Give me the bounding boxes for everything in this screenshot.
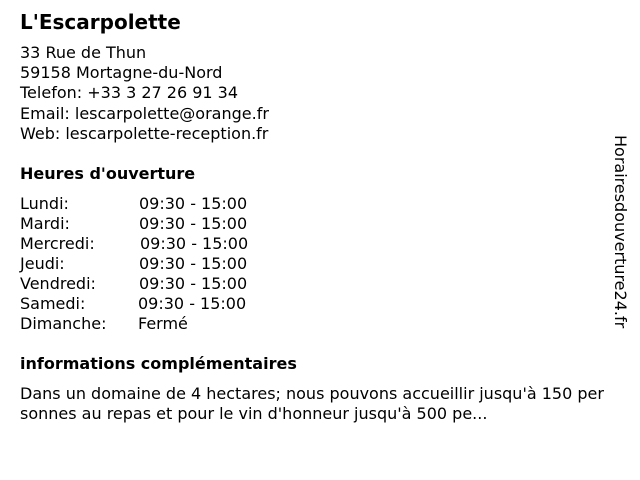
day-label: Lundi:: [20, 194, 69, 213]
day-label: Samedi:: [20, 294, 86, 313]
city-address: 59158 Mortagne-du-Nord: [20, 63, 223, 83]
day-label: Jeudi:: [20, 254, 65, 273]
time-value: 09:30 - 15:00: [139, 194, 248, 213]
street-address: 33 Rue de Thun: [20, 43, 147, 62]
additional-info-text: Dans un domaine de 4 hectares; nous pouvons accueillir jusqu'à 150 personnes au repas et pour le vin d'honneur jusqu'à 500 pe...: [20, 384, 604, 423]
phone-number: Telefon: +33 3 27 26 91 34: [20, 83, 239, 103]
time-value: 09:30 - 15:00: [138, 294, 247, 313]
hours-row-tuesday: [20, 214, 280, 234]
day-label: Mercredi:: [20, 234, 95, 253]
additional-info-heading: informations complémentaires: [20, 354, 297, 373]
opening-hours-heading: Heures d'ouverture: [20, 164, 196, 183]
business-name: L'Escarpolette: [20, 10, 181, 34]
hours-row-friday: [20, 274, 280, 294]
email-address: Email: lescarpolette@orange.fr: [20, 103, 269, 123]
time-value: 09:30 - 15:00: [139, 274, 248, 293]
day-label: Vendredi:: [20, 274, 96, 293]
hours-row-saturday: [20, 294, 280, 314]
opening-hours-table: [20, 194, 280, 334]
website: Web: lescarpolette-reception.fr: [20, 123, 269, 143]
day-label: Dimanche:: [20, 314, 107, 333]
hours-row-wednesday: [20, 234, 280, 254]
contact-block: [20, 43, 269, 144]
hours-row-monday: [20, 194, 280, 214]
time-value: 09:30 - 15:00: [139, 254, 248, 273]
time-value: 09:30 - 15:00: [139, 214, 248, 233]
day-label: Mardi:: [20, 214, 70, 233]
site-watermark: Horairesdouverture24.fr: [611, 135, 630, 329]
time-value: 09:30 - 15:00: [140, 234, 249, 253]
hours-row-thursday: [20, 254, 280, 274]
time-value: Fermé: [138, 314, 188, 333]
hours-row-sunday: [20, 314, 280, 334]
